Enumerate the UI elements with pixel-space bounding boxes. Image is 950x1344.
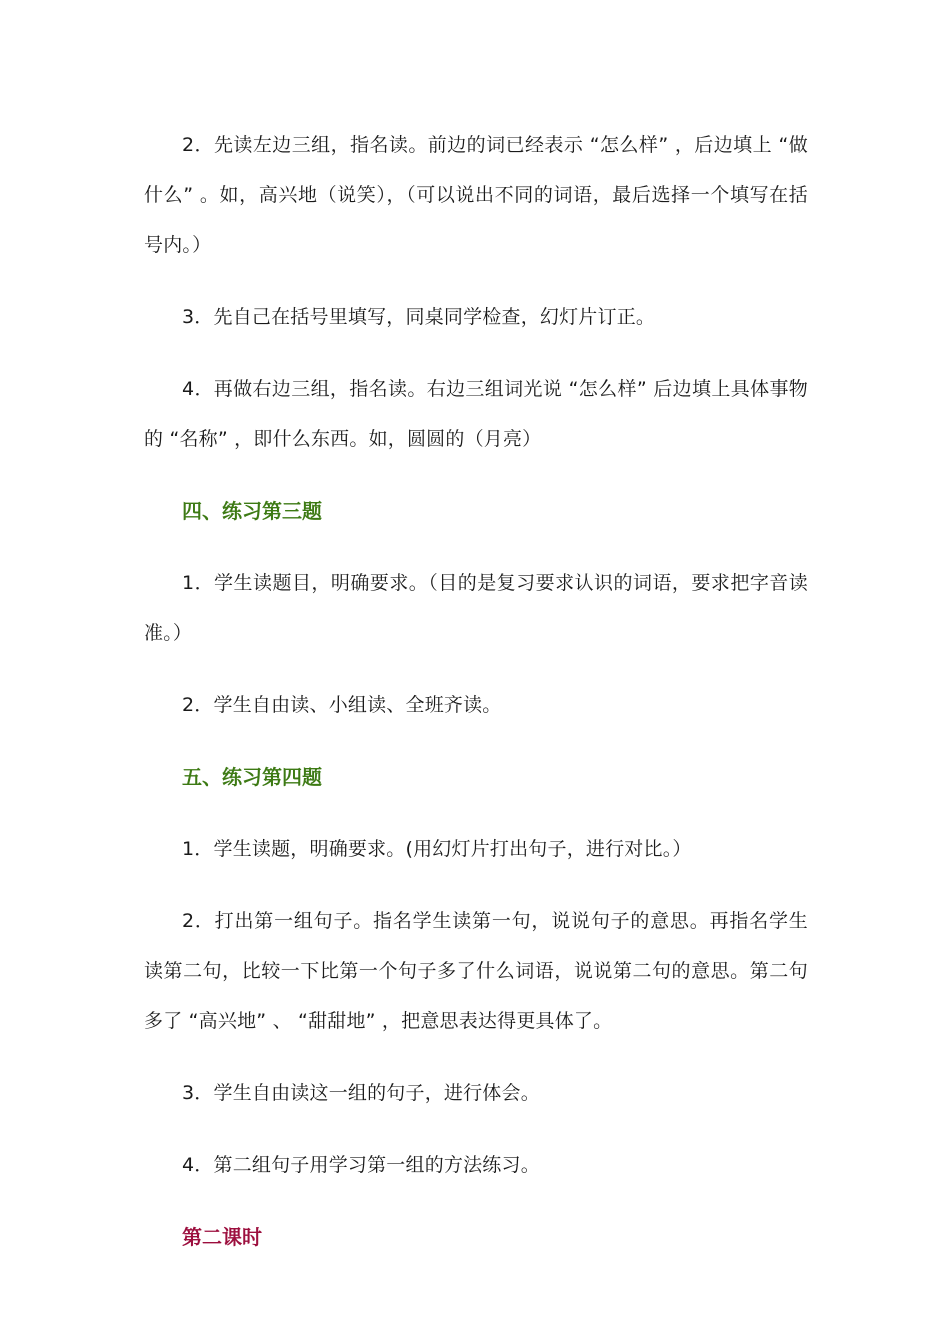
paragraph-section5-item-3: 3．学生自由读这一组的句子，进行体会。 xyxy=(182,1082,540,1104)
paragraph-section4-item-2: 2．学生自由读、小组读、全班齐读。 xyxy=(182,694,502,716)
paragraph-section3-item-2: 2．先读左边三组，指名读。前边的词已经表示 “怎么样” ，后边填上 “做什么” 。如，高兴地（说笑），（可以说出不同的词语，最后选择一个填写在括号内。） xyxy=(144,134,808,256)
document-page xyxy=(144,120,808,1284)
paragraph-section5-item-2: 2．打出第一组句子。指名学生读第一句，说说句子的意思。再指名学生读第二句，比较一下比第一个句子多了什么词语，说说第二句的意思。第二句多了 “高兴地” 、 “甜甜地” ，把意思表达得更具体了。 xyxy=(144,910,808,1032)
lesson2-heading: 第二课时 xyxy=(182,1225,262,1249)
paragraph-section3-item-4: 4．再做右边三组，指名读。右边三组词光说 “怎么样” 后边填上具体事物的 “名称” ，即什么东西。如，圆圆的（月亮） xyxy=(144,378,808,450)
paragraph-section4-item-1: 1．学生读题目，明确要求。（目的是复习要求认识的词语，要求把字音读准。） xyxy=(144,572,808,644)
section5-heading: 五、练习第四题 xyxy=(182,765,322,789)
paragraph-section5-item-4: 4．第二组句子用学习第一组的方法练习。 xyxy=(182,1154,540,1176)
paragraph-section5-item-1: 1．学生读题，明确要求。(用幻灯片打出句子，进行对比。） xyxy=(182,838,692,860)
paragraph-section3-item-3: 3．先自己在括号里填写，同桌同学检查，幻灯片订正。 xyxy=(182,306,656,328)
section4-heading: 四、练习第三题 xyxy=(182,499,322,523)
